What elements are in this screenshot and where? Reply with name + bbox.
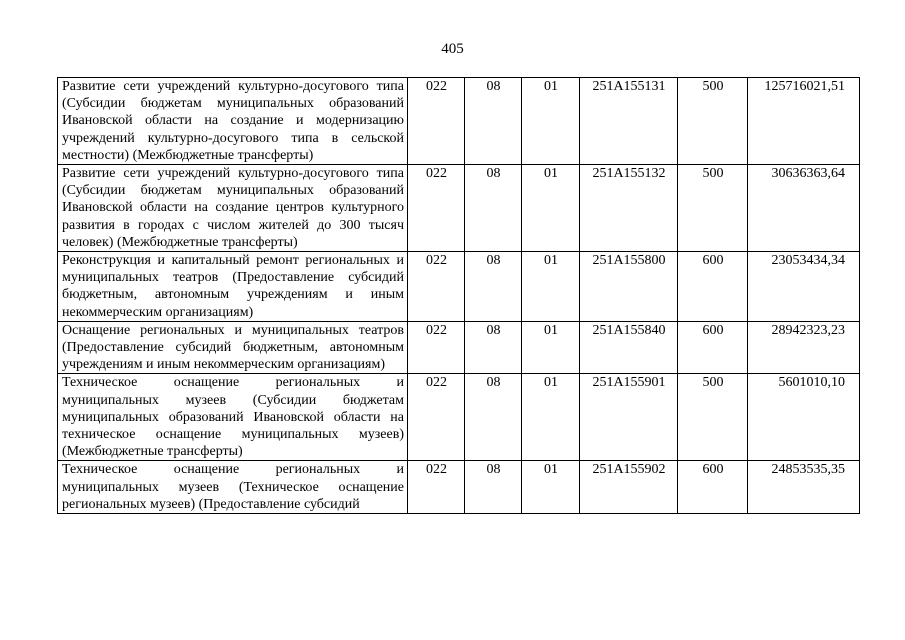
row-section-code: 08 <box>465 78 522 165</box>
row-amount: 5601010,10 <box>748 374 860 461</box>
row-expense-type: 500 <box>678 374 748 461</box>
row-target-article: 251A155840 <box>580 321 678 374</box>
row-description: Техническое оснащение региональных и муниципальных музеев (Техническое оснащение региональных музеев) (Предоставление субсидий <box>58 461 408 514</box>
row-ministry-code: 022 <box>408 321 465 374</box>
row-target-article: 251A155132 <box>580 165 678 252</box>
row-expense-type: 600 <box>678 252 748 322</box>
table-row <box>58 78 860 165</box>
row-subsection-code: 01 <box>522 374 580 461</box>
row-ministry-code: 022 <box>408 461 465 514</box>
row-section-code: 08 <box>465 252 522 322</box>
budget-table <box>57 77 860 514</box>
row-ministry-code: 022 <box>408 252 465 322</box>
row-ministry-code: 022 <box>408 78 465 165</box>
row-expense-type: 600 <box>678 461 748 514</box>
row-amount: 28942323,23 <box>748 321 860 374</box>
row-section-code: 08 <box>465 461 522 514</box>
row-description: Техническое оснащение региональных и муниципальных музеев (Субсидии бюджетам муниципальных образований Ивановской области на техническое оснащение муниципальных музеев) (Межбюджетные трансферты) <box>58 374 408 461</box>
row-amount: 30636363,64 <box>748 165 860 252</box>
row-description: Оснащение региональных и муниципальных театров (Предоставление субсидий бюджетным, автономным учреждениям и иным некоммерческим организациям) <box>58 321 408 374</box>
table-row <box>58 374 860 461</box>
row-ministry-code: 022 <box>408 374 465 461</box>
row-amount: 24853535,35 <box>748 461 860 514</box>
row-subsection-code: 01 <box>522 252 580 322</box>
row-subsection-code: 01 <box>522 78 580 165</box>
row-section-code: 08 <box>465 374 522 461</box>
row-amount: 125716021,51 <box>748 78 860 165</box>
row-target-article: 251A155131 <box>580 78 678 165</box>
table-row <box>58 321 860 374</box>
table-row <box>58 165 860 252</box>
row-expense-type: 600 <box>678 321 748 374</box>
row-section-code: 08 <box>465 165 522 252</box>
row-target-article: 251A155901 <box>580 374 678 461</box>
row-amount: 23053434,34 <box>748 252 860 322</box>
row-description: Реконструкция и капитальный ремонт региональных и муниципальных театров (Предоставление субсидий бюджетным, автономным учреждениям и иным некоммерческим организациям) <box>58 252 408 322</box>
row-expense-type: 500 <box>678 78 748 165</box>
row-description: Развитие сети учреждений культурно-досугового типа (Субсидии бюджетам муниципальных образований Ивановской области на создание и модернизацию учреждений культурно-досугового типа в сельской местности) (Межбюджетные трансферты) <box>58 78 408 165</box>
page-number: 405 <box>441 41 464 57</box>
row-subsection-code: 01 <box>522 321 580 374</box>
row-target-article: 251A155800 <box>580 252 678 322</box>
table-row <box>58 461 860 514</box>
row-section-code: 08 <box>465 321 522 374</box>
row-subsection-code: 01 <box>522 461 580 514</box>
row-ministry-code: 022 <box>408 165 465 252</box>
row-expense-type: 500 <box>678 165 748 252</box>
row-description: Развитие сети учреждений культурно-досугового типа (Субсидии бюджетам муниципальных образований Ивановской области на создание центров культурного развития в городах с числом жителей до 300 тысяч человек) (Межбюджетные трансферты) <box>58 165 408 252</box>
row-subsection-code: 01 <box>522 165 580 252</box>
table-row <box>58 252 860 322</box>
row-target-article: 251A155902 <box>580 461 678 514</box>
